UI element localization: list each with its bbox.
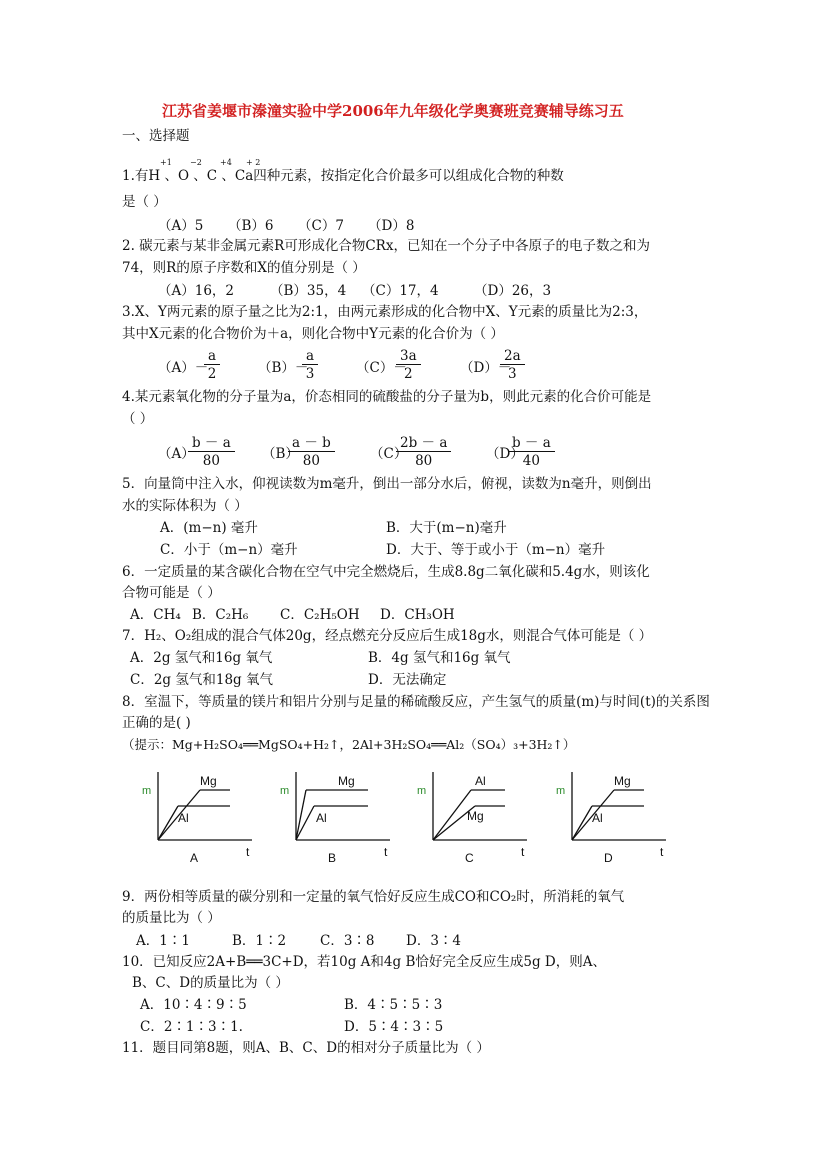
option-b: （B）35，4 <box>270 283 347 299</box>
question-text: 10．已知反应2A+B══3C+D，若10g A和4g B恰好完全反应生成5g D，则A、 <box>122 954 606 970</box>
option-b: B．4∶5∶5∶3 <box>344 997 443 1013</box>
numerator: b － a <box>508 437 555 452</box>
series-label-top: Mg <box>200 774 217 788</box>
section-heading: 一、选择题 <box>122 128 190 144</box>
option-d: D．3∶4 <box>406 933 462 949</box>
numerator: 2a <box>500 350 525 365</box>
option-c: C．小于（m−n）毫升 <box>160 542 298 558</box>
hint-text: （提示：Mg+H₂SO₄══MgSO₄+H₂↑，2Al+3H₂SO₄══Al₂（SO₄）₃+3H₂↑） <box>122 737 576 752</box>
graph-c <box>413 768 533 868</box>
option-a: A．2g 氢气和16g 氧气 <box>130 650 273 666</box>
axis-label-t: t <box>521 845 525 859</box>
option-c-fraction <box>396 437 451 468</box>
option-d-fraction <box>500 350 525 381</box>
question-text: 1.有H 、O 、C 、Ca四种元素，按指定化合价最多可以组成化合物的种数 <box>122 168 564 184</box>
denominator: 80 <box>302 452 320 469</box>
option-b: B．大于(m−n)毫升 <box>386 520 507 536</box>
question-text: 4.某元素氧化物的分子量为a，价态相同的硫酸盐的分子量为b，则此元素的化合价可能是 <box>122 389 652 405</box>
option-a-label: （A） <box>158 446 195 462</box>
axis-label-m: m <box>556 785 566 797</box>
axis-label-t: t <box>384 845 388 859</box>
numerator: a － b <box>288 437 335 452</box>
option-d: （D）8 <box>368 218 415 234</box>
option-d: D．5∶4∶3∶5 <box>344 1019 444 1035</box>
question-text: 的质量比为（ ） <box>122 910 221 926</box>
question-text: 是（ ） <box>122 194 167 210</box>
graph-a <box>138 768 258 868</box>
graph-letter: D <box>604 851 613 865</box>
axis-label-t: t <box>246 845 250 859</box>
page-title: 江苏省姜堰市溱潼实验中学2006年九年级化学奥赛班竞赛辅导练习五 <box>162 102 624 120</box>
question-text: 3.X、Y两元素的原子量之比为2:1，由两元素形成的化合物中X、Y元素的质量比为2:3， <box>122 304 648 320</box>
series-label-bottom: Al <box>592 811 603 825</box>
question-text: 其中X元素的化合物价为＋a，则化合物中Y元素的化合价为（ ） <box>122 326 504 342</box>
graph-d <box>552 768 672 868</box>
option-a: A．1∶1 <box>136 933 190 949</box>
valence-c: +4 <box>220 158 232 167</box>
curve-al-rise <box>433 790 471 840</box>
graph-letter: A <box>190 851 199 865</box>
question-text: 74，则R的原子序数和X的值分别是（ ） <box>122 260 366 276</box>
denominator: 80 <box>415 452 433 469</box>
option-a: （A）5 <box>158 218 204 234</box>
denominator: 80 <box>202 452 220 469</box>
question-text: 2. 碳元素与某非金属元素R可形成化合物CRx，已知在一个分子中各原子的电子数之和为 <box>122 238 650 254</box>
question-text: 7．H₂、O₂组成的混合气体20g，经点燃充分反应后生成18g水，则混合气体可能是（ ） <box>122 628 653 644</box>
option-a: A．CH₄ <box>130 607 181 623</box>
option-c-fraction <box>396 350 421 381</box>
question-text: （ ） <box>122 411 154 427</box>
question-text: 9．两份相等质量的碳分别和一定量的氧气恰好反应生成CO和CO₂时，所消耗的氧气 <box>122 889 625 905</box>
numerator: 2b － a <box>396 437 451 452</box>
option-b: （B）6 <box>228 218 274 234</box>
option-c: C．C₂H₅OH <box>280 607 360 623</box>
option-c-label: （C） <box>370 446 408 462</box>
question-text: B、C、D的质量比为（ ） <box>132 975 289 991</box>
curve-al-rise <box>572 806 592 840</box>
option-b-label: （B）－ <box>258 360 309 376</box>
option-d-label: （D） <box>486 446 524 462</box>
axis-label-m: m <box>417 785 427 797</box>
option-b-label: （B） <box>262 446 299 462</box>
denominator: 2 <box>404 365 413 382</box>
valence-o: −2 <box>190 158 202 167</box>
option-d: （D）26，3 <box>474 283 552 299</box>
option-d: D．无法确定 <box>368 672 447 688</box>
option-c-label: （C）－ <box>356 360 407 376</box>
option-b-fraction <box>288 437 335 468</box>
curve-al-rise <box>158 806 178 840</box>
option-b: B．C₂H₆ <box>192 607 249 623</box>
option-a-fraction <box>188 437 235 468</box>
option-d: D．大于、等于或小于（m−n）毫升 <box>386 542 606 558</box>
axis-label-m: m <box>280 785 290 797</box>
question-text: 5．向量筒中注入水，仰视读数为m毫升，倒出一部分水后，俯视，读数为n毫升，则倒出 <box>122 476 652 492</box>
option-a: A．10∶4∶9∶5 <box>140 997 247 1013</box>
option-c: C．2∶1∶3∶1. <box>140 1019 243 1035</box>
option-c: （C）7 <box>298 218 344 234</box>
option-a: A．(m−n) 毫升 <box>160 520 258 536</box>
numerator: a <box>302 350 318 365</box>
numerator: a <box>204 350 220 365</box>
option-c: C．2g 氢气和18g 氧气 <box>130 672 273 688</box>
denominator: 3 <box>508 365 517 382</box>
denominator: 2 <box>207 365 217 382</box>
option-a-fraction <box>204 350 220 381</box>
question-text: 水的实际体积为（ ） <box>122 498 248 514</box>
curve-al-rise <box>296 806 314 840</box>
option-b: B．1∶2 <box>232 933 287 949</box>
series-label-top: Al <box>475 774 486 788</box>
denominator: 40 <box>522 452 540 469</box>
question-text: 8．室温下，等质量的镁片和铝片分别与足量的稀硫酸反应，产生氢气的质量(m)与时间(t)的关系图 <box>122 694 710 710</box>
series-label-bottom: Al <box>178 811 189 825</box>
series-label-top: Mg <box>338 774 355 788</box>
series-label-bottom: Al <box>316 811 327 825</box>
axis-label-t: t <box>660 845 664 859</box>
option-b-fraction <box>302 350 318 381</box>
question-text: 6．一定质量的某含碳化合物在空气中完全燃烧后，生成8.8g二氧化碳和5.4g水，则该化 <box>122 564 650 580</box>
option-d-label: （D）－ <box>460 360 512 376</box>
graph-b <box>276 768 396 868</box>
option-a-label: （A）－ <box>158 360 209 376</box>
denominator: 3 <box>305 365 315 382</box>
numerator: 3a <box>396 350 421 365</box>
question-11: 11．题目同第8题，则A、B、C、D的相对分子质量比为（ ） <box>122 1040 490 1056</box>
graph-letter: C <box>465 851 474 865</box>
option-d-fraction <box>508 437 555 468</box>
curve-mg-rise <box>296 790 306 840</box>
question-text: 合物可能是（ ） <box>122 585 221 601</box>
option-a: （A）16，2 <box>158 283 235 299</box>
option-c: （C）17，4 <box>362 283 439 299</box>
axis-label-m: m <box>142 785 152 797</box>
series-label-top: Mg <box>614 774 631 788</box>
option-c: C．3∶8 <box>320 933 375 949</box>
option-b: B．4g 氢气和16g 氧气 <box>368 650 511 666</box>
valence-ca: + 2 <box>246 158 261 167</box>
series-label-bottom: Mg <box>467 809 484 823</box>
graph-letter: B <box>328 851 337 865</box>
numerator: b － a <box>188 437 235 452</box>
valence-h: +1 <box>160 158 172 167</box>
option-d: D．CH₃OH <box>380 607 455 623</box>
question-text: 正确的是( ) <box>122 715 191 731</box>
